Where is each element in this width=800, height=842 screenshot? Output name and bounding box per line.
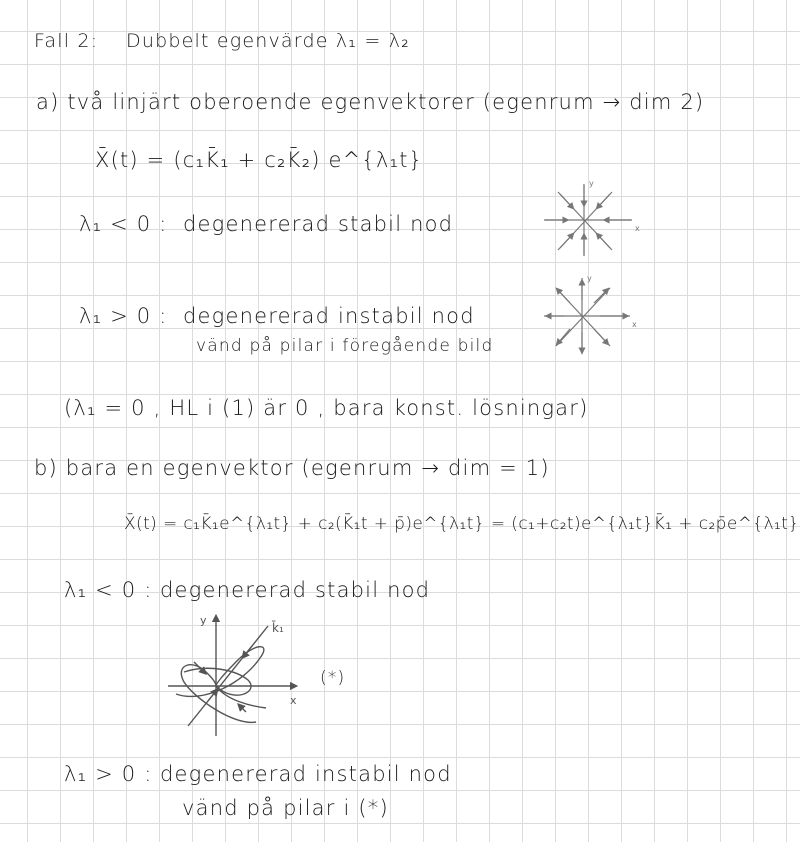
part-a-pos-condition: λ₁ > 0 : xyxy=(79,304,168,328)
fig-b-x-label: x xyxy=(290,694,297,707)
phase-portrait-unstable-star xyxy=(536,272,646,356)
part-a-neg-description: degenererad stabil nod xyxy=(183,212,454,236)
fig-a-neg-y-label: y xyxy=(589,179,594,188)
part-b-pos-condition: λ₁ > 0 : xyxy=(64,762,153,786)
part-a-zero-note: (λ₁ = 0 , HL i (1) är 0 , bara konst. lösningar) xyxy=(64,396,589,420)
part-b-heading: b) bara en egenvektor (egenrum → dim = 1) xyxy=(34,456,550,480)
figure-reference-mark: (*) xyxy=(320,668,346,688)
phase-portrait-stable-star xyxy=(536,178,646,258)
part-a-pos-note: vänd på pilar i föregående bild xyxy=(196,336,494,356)
part-b-pos-description: degenererad instabil nod xyxy=(160,762,452,786)
fig-a-pos-x-label: x xyxy=(632,320,637,329)
part-b-pos-note: vänd på pilar i (*) xyxy=(182,796,389,820)
phase-portrait-improper-node xyxy=(164,612,314,742)
fig-b-eigenvector-label: k̄₁ xyxy=(272,621,284,635)
part-b-neg-condition: λ₁ < 0 : xyxy=(64,578,153,602)
part-b-neg-description: degenererad stabil nod xyxy=(160,578,431,602)
case-title: Dubbelt egenvärde λ₁ = λ₂ xyxy=(126,30,410,52)
part-a-pos-description: degenererad instabil nod xyxy=(183,304,475,328)
fig-b-y-label: y xyxy=(200,614,207,627)
part-a-heading: a) två linjärt oberoende egenvektorer (egenrum → dim 2) xyxy=(36,90,705,114)
part-a-neg-condition: λ₁ < 0 : xyxy=(79,212,168,236)
part-b-formula: X̄(t) = c₁K̄₁e^{λ₁t} + c₂(K̄₁t + p̄)e^{λ₁t} = (c₁+c₂t)e^{λ₁t}K̄₁ + c₂p̄e^{λ₁t} xyxy=(124,514,800,534)
part-a-formula: X̄(t) = (c₁K̄₁ + c₂K̄₂) e^{λ₁t} xyxy=(95,148,424,172)
fig-a-pos-y-label: y xyxy=(587,274,592,283)
case-heading: Fall 2: xyxy=(34,30,99,52)
fig-a-neg-x-label: x xyxy=(635,224,640,233)
